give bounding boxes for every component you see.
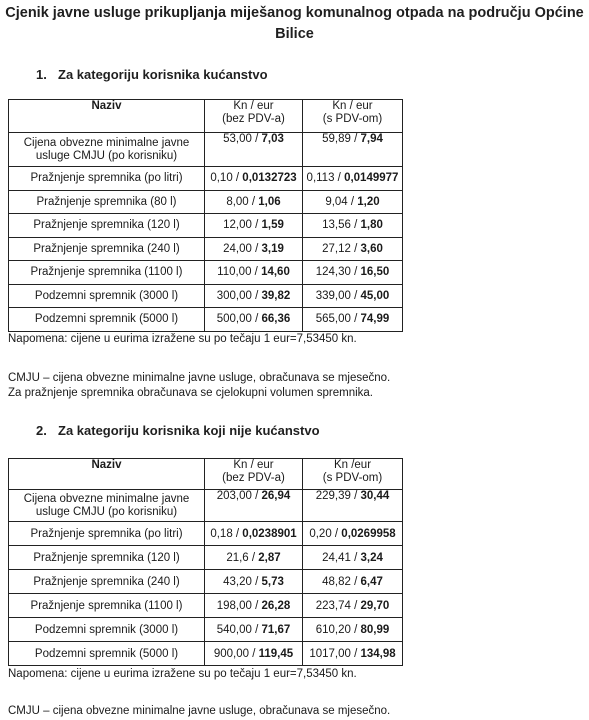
price-eur: 0,0132723 xyxy=(242,172,297,185)
price-eur: 26,28 xyxy=(261,599,291,612)
row-naziv: Pražnjenje spremnika (120 l) xyxy=(9,546,205,570)
table-row xyxy=(9,261,403,285)
price-with-vat xyxy=(303,214,403,238)
price-without-vat xyxy=(205,284,303,308)
price-kn: 0,113 / xyxy=(306,172,345,185)
table-row xyxy=(9,570,403,594)
price-without-vat xyxy=(205,190,303,214)
price-eur: 1,06 xyxy=(258,195,281,208)
price-kn: 43,20 / xyxy=(223,575,262,588)
price-with-vat xyxy=(303,642,403,666)
price-kn: 229,39 / xyxy=(315,490,361,502)
row-naziv: Pražnjenje spremnika (1100 l) xyxy=(9,261,205,285)
price-with-vat xyxy=(303,261,403,285)
price-eur: 1,80 xyxy=(360,219,383,232)
price-kn: 27,12 / xyxy=(322,242,361,255)
table-header-row xyxy=(9,100,403,133)
price-with-vat xyxy=(303,490,403,522)
price-kn: 300,00 / xyxy=(216,289,262,302)
header-naziv: Naziv xyxy=(9,459,205,490)
price-without-vat xyxy=(205,237,303,261)
price-without-vat xyxy=(205,133,303,167)
header-unit: Kn / eur xyxy=(332,100,373,112)
table-row xyxy=(9,308,403,332)
header-vat-label: (s PDV-om) xyxy=(322,472,383,484)
price-without-vat xyxy=(205,594,303,618)
row-naziv: Podzemni spremnik (3000 l) xyxy=(9,618,205,642)
section-2-heading xyxy=(36,423,320,438)
price-with-vat xyxy=(303,618,403,642)
header-vat-label: (bez PDV-a) xyxy=(222,472,285,484)
price-eur: 119,45 xyxy=(258,647,294,660)
price-with-vat xyxy=(303,522,403,546)
household-price-table xyxy=(8,99,403,332)
price-kn: 12,00 / xyxy=(223,219,262,232)
table-row xyxy=(9,642,403,666)
row-naziv: Pražnjenje spremnika (240 l) xyxy=(9,570,205,594)
price-with-vat xyxy=(303,570,403,594)
price-without-vat xyxy=(205,522,303,546)
section-2-heading-text: Za kategoriju korisnika koji nije kućanstvo xyxy=(58,423,320,438)
price-eur: 0,0238901 xyxy=(242,527,297,540)
price-eur: 39,82 xyxy=(261,289,291,302)
page-title-line-1: Cjenik javne usluge prikupljanja miješanog komunalnog otpada na području Općine xyxy=(5,5,584,21)
table-row xyxy=(9,546,403,570)
price-kn: 540,00 / xyxy=(216,623,262,636)
section-1-heading-text: Za kategoriju korisnika kućanstvo xyxy=(58,67,268,82)
price-without-vat xyxy=(205,570,303,594)
price-with-vat xyxy=(303,284,403,308)
page-title-line-2: Bilice xyxy=(275,26,314,42)
price-eur: 30,44 xyxy=(360,490,390,502)
header-vat-label: (s PDV-om) xyxy=(322,113,383,125)
price-kn: 500,00 / xyxy=(216,313,262,326)
price-eur: 71,67 xyxy=(261,623,291,636)
price-eur: 45,00 xyxy=(360,289,390,302)
price-eur: 0,0149977 xyxy=(344,172,399,185)
section-2-cmju-note: CMJU – cijena obvezne minimalne javne usluge, obračunava se mjesečno. xyxy=(8,705,391,717)
price-kn: 8,00 / xyxy=(226,195,259,208)
row-naziv: Pražnjenje spremnika (120 l) xyxy=(9,214,205,238)
table-row xyxy=(9,284,403,308)
price-kn: 610,20 / xyxy=(315,623,361,636)
price-eur: 74,99 xyxy=(360,313,390,326)
price-eur: 134,98 xyxy=(360,647,396,660)
price-kn: 48,82 / xyxy=(322,575,361,588)
price-eur: 7,94 xyxy=(360,133,383,145)
row-naziv: Pražnjenje spremnika (po litri) xyxy=(9,522,205,546)
section-1-cmju-note: CMJU – cijena obvezne minimalne javne usluge, obračunava se mjesečno. xyxy=(8,372,391,384)
price-eur: 14,60 xyxy=(261,266,290,279)
section-2-number: 2. xyxy=(36,423,47,438)
table-row xyxy=(9,237,403,261)
price-kn: 9,04 / xyxy=(325,195,358,208)
price-kn: 900,00 / xyxy=(213,647,259,660)
price-with-vat xyxy=(303,167,403,191)
price-eur: 0,0269958 xyxy=(341,527,396,540)
price-kn: 223,74 / xyxy=(315,599,361,612)
price-with-vat xyxy=(303,546,403,570)
header-price-with-vat xyxy=(303,459,403,490)
price-eur: 3,19 xyxy=(261,242,284,255)
row-naziv: Podzemni spremnik (5000 l) xyxy=(9,642,205,666)
table-row xyxy=(9,490,403,522)
price-eur: 16,50 xyxy=(360,266,390,279)
price-kn: 339,00 / xyxy=(315,289,361,302)
price-kn: 110,00 / xyxy=(217,266,262,279)
table-row xyxy=(9,522,403,546)
price-eur: 80,99 xyxy=(360,623,390,636)
price-kn: 0,18 / xyxy=(210,527,243,540)
price-with-vat xyxy=(303,237,403,261)
price-eur: 29,70 xyxy=(360,599,390,612)
price-kn: 59,89 / xyxy=(322,133,361,145)
price-with-vat xyxy=(303,308,403,332)
price-kn: 0,20 / xyxy=(309,527,342,540)
price-with-vat xyxy=(303,133,403,167)
row-naziv: Pražnjenje spremnika (80 l) xyxy=(9,190,205,214)
row-naziv: Pražnjenje spremnika (po litri) xyxy=(9,167,205,191)
row-naziv: Podzemni spremnik (5000 l) xyxy=(9,308,205,332)
price-without-vat xyxy=(205,490,303,522)
price-kn: 565,00 / xyxy=(315,313,361,326)
header-unit: Kn / eur xyxy=(233,100,274,112)
price-kn: 21,6 / xyxy=(226,551,259,564)
section-1-exchange-note: Napomena: cijene u eurima izražene su po tečaju 1 eur=7,53450 kn. xyxy=(8,333,357,345)
table-row xyxy=(9,594,403,618)
table-row xyxy=(9,190,403,214)
table-row xyxy=(9,618,403,642)
row-naziv: Podzemni spremnik (3000 l) xyxy=(9,284,205,308)
price-with-vat xyxy=(303,594,403,618)
price-kn: 1017,00 / xyxy=(309,647,361,660)
price-without-vat xyxy=(205,618,303,642)
section-1-volume-note: Za pražnjenje spremnika obračunava se cjelokupni volumen spremnika. xyxy=(8,387,373,399)
header-vat-label: (bez PDV-a) xyxy=(222,113,285,125)
price-eur: 3,60 xyxy=(360,242,383,255)
price-kn: 13,56 / xyxy=(322,219,361,232)
header-price-with-vat xyxy=(303,100,403,133)
price-kn: 24,00 / xyxy=(223,242,262,255)
price-eur: 3,24 xyxy=(360,551,383,564)
table-row xyxy=(9,167,403,191)
row-naziv: Pražnjenje spremnika (240 l) xyxy=(9,237,205,261)
section-2-exchange-note: Napomena: cijene u eurima izražene su po tečaju 1 eur=7,53450 kn. xyxy=(8,668,357,680)
price-eur: 1,20 xyxy=(357,195,380,208)
price-eur: 2,87 xyxy=(258,551,281,564)
table-row xyxy=(9,133,403,167)
price-without-vat xyxy=(205,642,303,666)
price-with-vat xyxy=(303,190,403,214)
price-eur: 1,59 xyxy=(261,219,284,232)
price-kn: 0,10 / xyxy=(210,172,243,185)
price-kn: 198,00 / xyxy=(216,599,262,612)
price-eur: 5,73 xyxy=(261,575,284,588)
non-household-price-table xyxy=(8,458,403,666)
header-price-without-vat xyxy=(205,100,303,133)
price-without-vat xyxy=(205,214,303,238)
price-kn: 124,30 / xyxy=(315,266,361,279)
row-naziv: Pražnjenje spremnika (1100 l) xyxy=(9,594,205,618)
header-unit: Kn / eur xyxy=(233,459,274,471)
price-without-vat xyxy=(205,546,303,570)
price-eur: 6,47 xyxy=(360,575,383,588)
price-eur: 7,03 xyxy=(261,133,284,145)
header-price-without-vat xyxy=(205,459,303,490)
table-row xyxy=(9,214,403,238)
price-eur: 26,94 xyxy=(261,490,291,502)
page-title xyxy=(0,3,589,45)
header-unit: Kn /eur xyxy=(333,459,372,471)
price-kn: 53,00 / xyxy=(223,133,262,145)
section-1-heading xyxy=(36,67,268,82)
header-naziv: Naziv xyxy=(9,100,205,133)
price-without-vat xyxy=(205,167,303,191)
price-eur: 66,36 xyxy=(261,313,291,326)
row-naziv: Cijena obvezne minimalne javne usluge CMJU (po korisniku) xyxy=(9,133,205,167)
price-without-vat xyxy=(205,308,303,332)
row-naziv: Cijena obvezne minimalne javne usluge CMJU (po korisniku) xyxy=(9,490,205,522)
price-kn: 203,00 / xyxy=(216,490,262,502)
table-header-row xyxy=(9,459,403,490)
price-kn: 24,41 / xyxy=(322,551,361,564)
price-without-vat xyxy=(205,261,303,285)
section-1-number: 1. xyxy=(36,67,47,82)
